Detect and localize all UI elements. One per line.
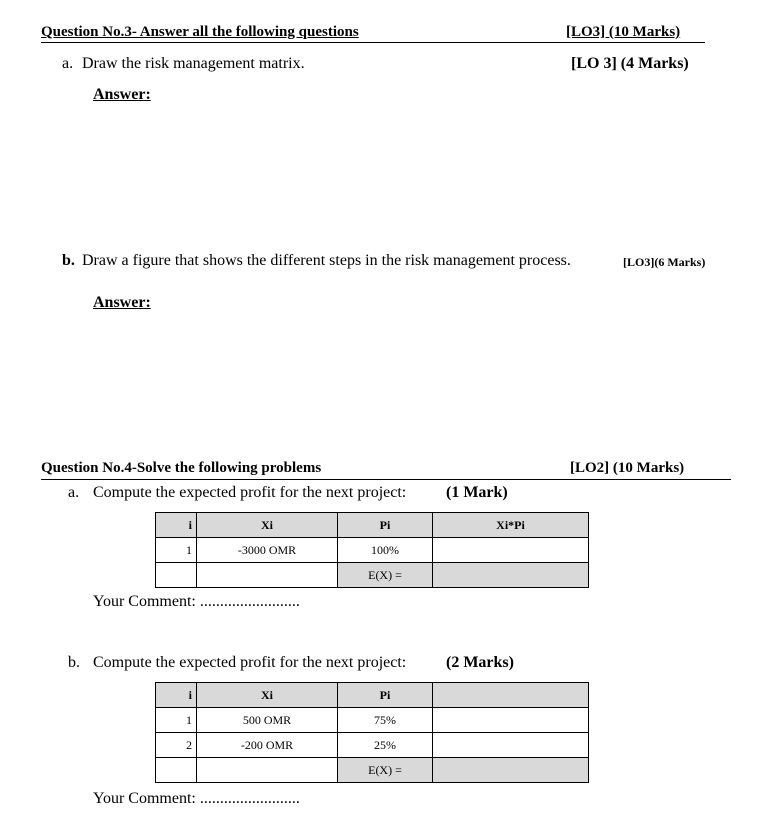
q4b-letter: b.: [68, 654, 80, 671]
q3a-answer-label: Answer:: [93, 86, 151, 103]
cell-xipi[interactable]: [433, 708, 589, 733]
q4-title: Question No.4-Solve the following problems: [41, 460, 322, 476]
q4b-table: [155, 682, 589, 783]
q4b-marks: (2 Marks): [446, 654, 514, 671]
q3b-answer-label: Answer:: [93, 294, 151, 311]
cell-xipi[interactable]: [433, 538, 589, 563]
cell-xipi[interactable]: [433, 733, 589, 758]
header-xi: Xi: [197, 513, 338, 538]
ex-answer-cell[interactable]: [433, 758, 589, 783]
q3a-letter: a.: [62, 55, 74, 72]
q3a-marks: [LO 3] (4 Marks): [571, 55, 689, 72]
header-pi: Pi: [338, 513, 433, 538]
header-i: i: [156, 683, 197, 708]
q4a-letter: a.: [68, 484, 80, 501]
q4a-comment[interactable]: Your Comment: .........................: [93, 593, 300, 610]
q3b-marks: [LO3](6 Marks): [623, 255, 706, 269]
cell-empty: [156, 758, 197, 783]
q3b-letter: b.: [62, 252, 75, 269]
q3-title: Question No.3- Answer all the following questions: [41, 24, 359, 40]
q3-marks: [LO3] (10 Marks): [566, 24, 681, 40]
table-row: [156, 708, 589, 733]
cell-pi: 25%: [338, 733, 433, 758]
q4a-marks: (1 Mark): [446, 484, 508, 501]
cell-pi: 100%: [338, 538, 433, 563]
header-xi: Xi: [197, 683, 338, 708]
q3a-text: Draw the risk management matrix.: [82, 55, 305, 72]
q4-divider: [41, 479, 731, 480]
cell-empty: [197, 758, 338, 783]
cell-xi: 500 OMR: [197, 708, 338, 733]
cell-pi: 75%: [338, 708, 433, 733]
header-xipi: Xi*Pi: [433, 513, 589, 538]
q3b-text: Draw a figure that shows the different steps in the risk management process.: [82, 252, 571, 269]
header-i: i: [156, 513, 197, 538]
cell-i: 1: [156, 538, 197, 563]
cell-empty: [156, 563, 197, 588]
table-header-row: [156, 683, 589, 708]
header-blank: [433, 683, 589, 708]
ex-label: E(X) =: [338, 563, 433, 588]
q4a-table: [155, 512, 589, 588]
cell-xi: -200 OMR: [197, 733, 338, 758]
ex-answer-cell[interactable]: [433, 563, 589, 588]
q4a-text: Compute the expected profit for the next project:: [93, 484, 407, 501]
q4-marks: [LO2] (10 Marks): [570, 460, 685, 476]
cell-i: 2: [156, 733, 197, 758]
cell-i: 1: [156, 708, 197, 733]
table-row: [156, 733, 589, 758]
q4b-text: Compute the expected profit for the next project:: [93, 654, 407, 671]
header-pi: Pi: [338, 683, 433, 708]
cell-empty: [197, 563, 338, 588]
table-row-total: [156, 563, 589, 588]
table-header-row: [156, 513, 589, 538]
q4b-comment[interactable]: Your Comment: .........................: [93, 790, 300, 807]
q3-divider: [41, 42, 705, 43]
cell-xi: -3000 OMR: [197, 538, 338, 563]
ex-label: E(X) =: [338, 758, 433, 783]
table-row-total: [156, 758, 589, 783]
table-row: [156, 538, 589, 563]
